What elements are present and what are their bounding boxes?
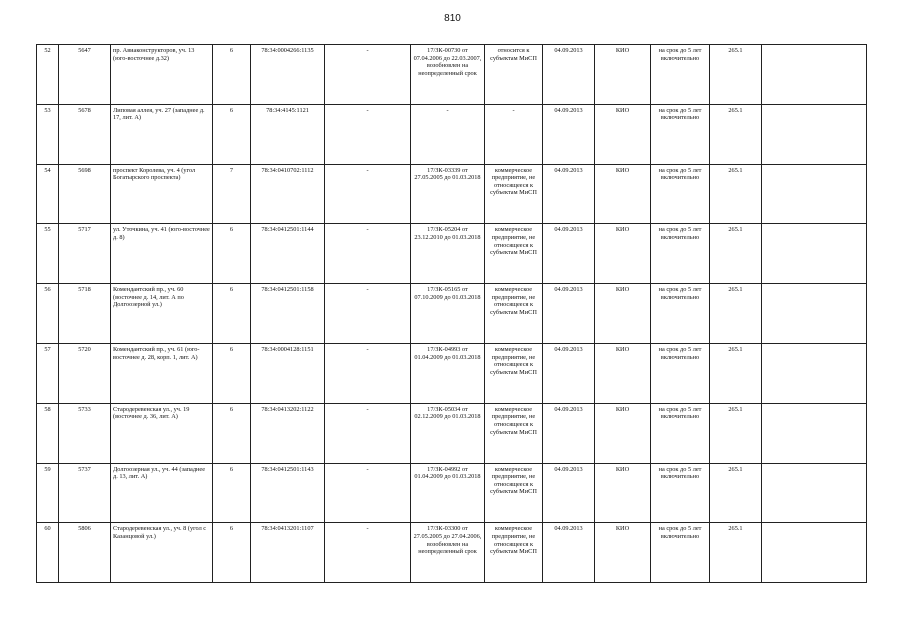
date-cell: 04.09.2013 bbox=[543, 284, 595, 344]
term-cell: на срок до 5 лет включительно bbox=[651, 45, 710, 105]
blank-cell bbox=[762, 523, 867, 583]
date-cell: 04.09.2013 bbox=[543, 224, 595, 284]
status-cell: коммерческое предприятие, не относящееся к субъектам МиСП bbox=[485, 523, 543, 583]
record-id-cell: 5698 bbox=[59, 164, 111, 224]
blank-cell bbox=[762, 45, 867, 105]
date-cell: 04.09.2013 bbox=[543, 523, 595, 583]
blank-cell bbox=[762, 343, 867, 403]
contract-cell: 17/ЗК-05034 от 02.12.2009 до 01.03.2018 bbox=[411, 403, 485, 463]
page-number: 810 bbox=[444, 13, 461, 24]
zone-cell: 6 bbox=[213, 284, 251, 344]
status-cell: коммерческое предприятие, не относящееся к субъектам МиСП bbox=[485, 284, 543, 344]
dash-cell: - bbox=[325, 463, 411, 523]
record-id-cell: 5678 bbox=[59, 104, 111, 164]
contract-cell: 17/ЗК-03300 от 27.05.2005 до 27.04.2006, возобновлен на неопределенный срок bbox=[411, 523, 485, 583]
table-body bbox=[37, 45, 867, 583]
status-cell: коммерческое предприятие, не относящееся к субъектам МиСП bbox=[485, 403, 543, 463]
address-cell: Комендантский пр., уч. 61 (юго-восточнее д. 28, корп. 1, лит. А) bbox=[111, 343, 213, 403]
organization-cell: КИО bbox=[595, 164, 651, 224]
term-cell: на срок до 5 лет включительно bbox=[651, 224, 710, 284]
code-cell: 265.1 bbox=[710, 463, 762, 523]
table-row bbox=[37, 164, 867, 224]
date-cell: 04.09.2013 bbox=[543, 164, 595, 224]
address-cell: Стародеревенская ул., уч. 8 (угол с Казанцовой ул.) bbox=[111, 523, 213, 583]
term-cell: на срок до 5 лет включительно bbox=[651, 403, 710, 463]
address-cell: ул. Уточкина, уч. 41 (юго-восточнее д. 8) bbox=[111, 224, 213, 284]
dash-cell: - bbox=[325, 224, 411, 284]
code-cell: 265.1 bbox=[710, 343, 762, 403]
cadastral-number-cell: 78:34:0412501:1143 bbox=[251, 463, 325, 523]
zone-cell: 6 bbox=[213, 104, 251, 164]
table-row bbox=[37, 104, 867, 164]
row-number-cell: 59 bbox=[37, 463, 59, 523]
row-number-cell: 58 bbox=[37, 403, 59, 463]
zone-cell: 7 bbox=[213, 164, 251, 224]
term-cell: на срок до 5 лет включительно bbox=[651, 284, 710, 344]
cadastral-number-cell: 78:34:4145:1121 bbox=[251, 104, 325, 164]
status-cell: относится к субъектам МиСП bbox=[485, 45, 543, 105]
cadastral-number-cell: 78:34:0412501:1158 bbox=[251, 284, 325, 344]
contract-cell: 17/ЗК-05165 от 07.10.2009 до 01.03.2018 bbox=[411, 284, 485, 344]
code-cell: 265.1 bbox=[710, 45, 762, 105]
record-id-cell: 5647 bbox=[59, 45, 111, 105]
dash-cell: - bbox=[325, 343, 411, 403]
row-number-cell: 60 bbox=[37, 523, 59, 583]
row-number-cell: 53 bbox=[37, 104, 59, 164]
term-cell: на срок до 5 лет включительно bbox=[651, 523, 710, 583]
blank-cell bbox=[762, 104, 867, 164]
dash-cell: - bbox=[325, 284, 411, 344]
organization-cell: КИО bbox=[595, 463, 651, 523]
record-id-cell: 5718 bbox=[59, 284, 111, 344]
cadastral-number-cell: 78:34:0413202:1122 bbox=[251, 403, 325, 463]
address-cell: Долгоозерная ул., уч. 44 (западнее д. 13, лит. А) bbox=[111, 463, 213, 523]
zone-cell: 6 bbox=[213, 403, 251, 463]
code-cell: 265.1 bbox=[710, 523, 762, 583]
table-row bbox=[37, 224, 867, 284]
blank-cell bbox=[762, 164, 867, 224]
contract-cell: 17/ЗК-05204 от 23.12.2010 до 01.03.2018 bbox=[411, 224, 485, 284]
dash-cell: - bbox=[325, 403, 411, 463]
status-cell: коммерческое предприятие, не относящееся к субъектам МиСП bbox=[485, 164, 543, 224]
contract-cell: 17/ЗК-04993 от 01.04.2009 до 01.03.2018 bbox=[411, 343, 485, 403]
status-cell: коммерческое предприятие, не относящееся к субъектам МиСП bbox=[485, 463, 543, 523]
blank-cell bbox=[762, 224, 867, 284]
organization-cell: КИО bbox=[595, 104, 651, 164]
table-row bbox=[37, 403, 867, 463]
zone-cell: 6 bbox=[213, 224, 251, 284]
date-cell: 04.09.2013 bbox=[543, 343, 595, 403]
address-cell: пр. Авиаконструкторов, уч. 13 (юго-восточнее д.32) bbox=[111, 45, 213, 105]
code-cell: 265.1 bbox=[710, 284, 762, 344]
contract-cell: - bbox=[411, 104, 485, 164]
cadastral-number-cell: 78:34:0004266:1135 bbox=[251, 45, 325, 105]
address-cell: проспект Королева, уч. 4 (угол Богатырского проспекта) bbox=[111, 164, 213, 224]
row-number-cell: 54 bbox=[37, 164, 59, 224]
record-id-cell: 5720 bbox=[59, 343, 111, 403]
cadastral-number-cell: 78:34:0412501:1144 bbox=[251, 224, 325, 284]
code-cell: 265.1 bbox=[710, 104, 762, 164]
status-cell: - bbox=[485, 104, 543, 164]
blank-cell bbox=[762, 284, 867, 344]
status-cell: коммерческое предприятие, не относящееся к субъектам МиСП bbox=[485, 343, 543, 403]
zone-cell: 6 bbox=[213, 463, 251, 523]
blank-cell bbox=[762, 403, 867, 463]
contract-cell: 17/ЗК-03339 от 27.05.2005 до 01.03.2018 bbox=[411, 164, 485, 224]
record-id-cell: 5733 bbox=[59, 403, 111, 463]
registry-table bbox=[36, 44, 867, 583]
date-cell: 04.09.2013 bbox=[543, 463, 595, 523]
record-id-cell: 5717 bbox=[59, 224, 111, 284]
blank-cell bbox=[762, 463, 867, 523]
cadastral-number-cell: 78:34:0410702:1112 bbox=[251, 164, 325, 224]
record-id-cell: 5737 bbox=[59, 463, 111, 523]
cadastral-number-cell: 78:34:0413201:1107 bbox=[251, 523, 325, 583]
table-row bbox=[37, 463, 867, 523]
dash-cell: - bbox=[325, 523, 411, 583]
row-number-cell: 57 bbox=[37, 343, 59, 403]
code-cell: 265.1 bbox=[710, 224, 762, 284]
address-cell: Липовая аллея, уч. 27 (западнее д. 17, лит. А) bbox=[111, 104, 213, 164]
organization-cell: КИО bbox=[595, 403, 651, 463]
row-number-cell: 52 bbox=[37, 45, 59, 105]
table-row bbox=[37, 343, 867, 403]
cadastral-number-cell: 78:34:0004128:1151 bbox=[251, 343, 325, 403]
term-cell: на срок до 5 лет включительно bbox=[651, 463, 710, 523]
address-cell: Комендантский пр., уч. 60 (восточнее д. 14, лит. А по Долгоозерной ул.) bbox=[111, 284, 213, 344]
record-id-cell: 5806 bbox=[59, 523, 111, 583]
code-cell: 265.1 bbox=[710, 403, 762, 463]
term-cell: на срок до 5 лет включительно bbox=[651, 343, 710, 403]
zone-cell: 6 bbox=[213, 343, 251, 403]
organization-cell: КИО bbox=[595, 45, 651, 105]
date-cell: 04.09.2013 bbox=[543, 403, 595, 463]
term-cell: на срок до 5 лет включительно bbox=[651, 104, 710, 164]
table-row bbox=[37, 45, 867, 105]
zone-cell: 6 bbox=[213, 523, 251, 583]
code-cell: 265.1 bbox=[710, 164, 762, 224]
row-number-cell: 55 bbox=[37, 224, 59, 284]
status-cell: коммерческое предприятие, не относящееся к субъектам МиСП bbox=[485, 224, 543, 284]
contract-cell: 17/ЗК-00730 от 07.04.2006 до 22.03.2007, возобновлен на неопределенный срок bbox=[411, 45, 485, 105]
organization-cell: КИО bbox=[595, 523, 651, 583]
dash-cell: - bbox=[325, 164, 411, 224]
organization-cell: КИО bbox=[595, 284, 651, 344]
zone-cell: 6 bbox=[213, 45, 251, 105]
contract-cell: 17/ЗК-04992 от 01.04.2009 до 01.03.2018 bbox=[411, 463, 485, 523]
table-row bbox=[37, 284, 867, 344]
organization-cell: КИО bbox=[595, 343, 651, 403]
address-cell: Стародеревенская ул., уч. 19 (восточнее д. 36, лит. А) bbox=[111, 403, 213, 463]
date-cell: 04.09.2013 bbox=[543, 45, 595, 105]
row-number-cell: 56 bbox=[37, 284, 59, 344]
organization-cell: КИО bbox=[595, 224, 651, 284]
dash-cell: - bbox=[325, 45, 411, 105]
table-row bbox=[37, 523, 867, 583]
date-cell: 04.09.2013 bbox=[543, 104, 595, 164]
dash-cell: - bbox=[325, 104, 411, 164]
term-cell: на срок до 5 лет включительно bbox=[651, 164, 710, 224]
